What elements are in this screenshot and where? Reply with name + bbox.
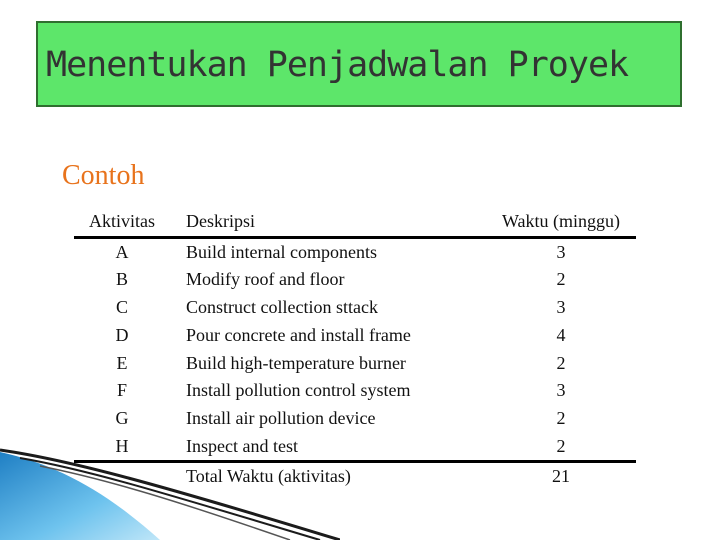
cell-aktivitas: F <box>116 380 127 401</box>
cell-deskripsi: Pour concrete and install frame <box>186 324 411 345</box>
cell-aktivitas: G <box>115 407 129 428</box>
cell-waktu: 3 <box>556 380 566 401</box>
cell-deskripsi: Build internal components <box>186 241 377 262</box>
table-row <box>74 237 636 266</box>
cell-deskripsi: Install air pollution device <box>186 407 376 428</box>
cell-deskripsi: Install pollution control system <box>186 380 411 401</box>
total-label: Total Waktu (aktivitas) <box>186 466 351 487</box>
table-row <box>74 377 636 405</box>
table-header-row <box>74 208 636 237</box>
cell-aktivitas: H <box>74 433 170 462</box>
cell-aktivitas: B <box>115 269 128 290</box>
cell-waktu: 2 <box>486 433 636 462</box>
cell-deskripsi: Build high-temperature burner <box>186 352 406 373</box>
table-row <box>74 266 636 294</box>
cell-aktivitas: E <box>116 352 128 373</box>
cell-deskripsi: Construct collection sttack <box>186 297 378 318</box>
title-banner <box>36 21 682 107</box>
cell-waktu: 4 <box>556 324 566 345</box>
cell-deskripsi: Inspect and test <box>170 433 486 462</box>
cell-waktu: 2 <box>556 352 566 373</box>
table-row <box>74 405 636 433</box>
cell-waktu: 2 <box>556 269 566 290</box>
cell-waktu: 3 <box>556 241 566 262</box>
header-aktivitas: Aktivitas <box>74 208 170 237</box>
cell-waktu: 2 <box>556 407 566 428</box>
slide-subtitle: Contoh <box>62 160 145 191</box>
table-row <box>74 322 636 350</box>
cell-aktivitas: D <box>115 324 129 345</box>
table-row <box>74 350 636 378</box>
header-waktu: Waktu (minggu) <box>486 208 636 237</box>
cell-aktivitas: C <box>115 297 128 318</box>
table-row <box>74 294 636 322</box>
total-value: 21 <box>552 466 570 487</box>
cell-deskripsi: Modify roof and floor <box>186 269 345 290</box>
header-deskripsi: Deskripsi <box>170 208 486 237</box>
slide-title: Menentukan Penjadwalan Proyek <box>46 45 629 85</box>
decorative-swoosh <box>0 440 340 540</box>
cell-waktu: 3 <box>556 297 566 318</box>
cell-aktivitas: A <box>115 241 129 262</box>
